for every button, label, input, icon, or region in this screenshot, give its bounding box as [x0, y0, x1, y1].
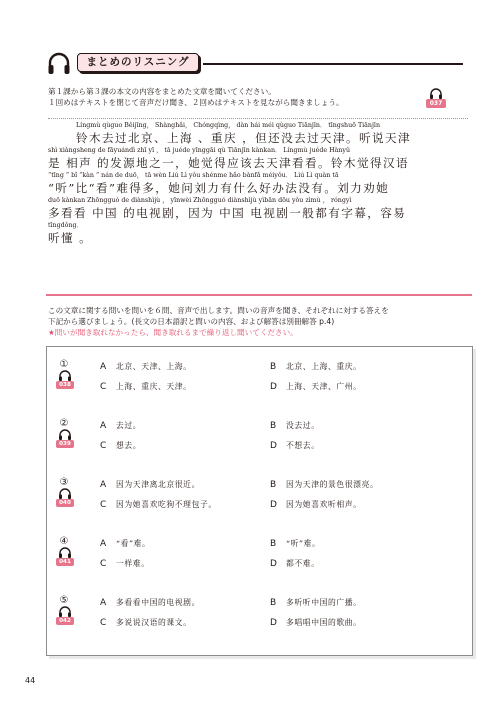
option-text: 因为她喜欢听相声。: [286, 500, 362, 509]
option-b[interactable]: [270, 361, 362, 372]
dotted-divider: [48, 118, 468, 119]
option-d[interactable]: [270, 499, 362, 510]
option-text: “听”难。: [286, 539, 321, 548]
option-c[interactable]: [100, 499, 217, 510]
headphone-icon: [429, 88, 443, 99]
headphone-icon: [58, 606, 72, 617]
hanzi-line: 听懂 。: [48, 231, 93, 245]
option-a[interactable]: [100, 479, 200, 490]
option-text: 上海、重庆、天津。: [116, 382, 192, 391]
question-item: [57, 418, 467, 468]
option-a[interactable]: [100, 597, 200, 608]
option-c[interactable]: [100, 558, 150, 569]
option-text: 因为她喜欢吃狗不理包子。: [116, 500, 217, 509]
option-text: 多听听中国的广播。: [286, 598, 362, 607]
option-text: 上海、天津、广州。: [286, 382, 362, 391]
track-number: 038: [56, 381, 74, 389]
pinyin-line: “tīng ” bǐ “kàn ” nán de duō， tā wèn Liú Lì yǒu shénme hǎo bànfǎ méiyǒu． Liú Lì quàn tā: [48, 172, 339, 179]
option-text: 因为天津离北京很近。: [116, 480, 200, 489]
option-a[interactable]: [100, 361, 192, 372]
track-badge[interactable]: [56, 370, 74, 392]
track-badge[interactable]: [426, 88, 446, 112]
option-letter: D: [270, 382, 277, 392]
passage: [48, 121, 478, 246]
option-b[interactable]: [270, 479, 378, 490]
section-title: まとめのリスニング: [77, 53, 199, 72]
track-number: 041: [56, 558, 74, 566]
option-text: 去过。: [116, 421, 142, 430]
option-text: 想去。: [116, 441, 142, 450]
option-letter: B: [270, 362, 277, 372]
question-item: [57, 477, 467, 527]
option-b[interactable]: [270, 538, 320, 549]
option-letter: D: [270, 441, 277, 451]
question-number: ④: [59, 536, 69, 547]
option-a[interactable]: [100, 420, 141, 431]
option-letter: D: [270, 618, 277, 628]
headphone-icon: [58, 488, 72, 499]
option-d[interactable]: [270, 617, 362, 628]
track-number: 037: [426, 99, 446, 108]
section-header: [47, 51, 467, 81]
option-text: 没去过。: [286, 421, 320, 430]
option-letter: B: [270, 480, 277, 490]
track-number: 040: [56, 499, 74, 507]
question-item: [57, 359, 467, 409]
option-b[interactable]: [270, 597, 362, 608]
option-letter: C: [100, 559, 107, 569]
headphone-icon: [58, 429, 72, 440]
question-item: [57, 595, 467, 645]
option-text: 北京、天津、上海。: [116, 362, 192, 371]
option-letter: C: [100, 500, 107, 510]
question-number: ⑤: [59, 595, 69, 606]
question-item: [57, 536, 467, 586]
question-number: ③: [59, 477, 69, 488]
option-a[interactable]: [100, 538, 150, 549]
option-text: 北京、上海、重庆。: [286, 362, 362, 371]
hanzi-line: “听”比“看”难得多，她问刘力有什么好办法没有。刘力劝她: [48, 181, 390, 195]
pinyin-line: Língmù qùguo Běijīng， Shànghǎi， Chóngqìng， dàn hái méi qùguo Tiānjīn． tīngshuō Tiānjīn: [76, 122, 381, 129]
option-text: 多说说汉语的课文。: [116, 618, 192, 627]
question-number: ②: [59, 418, 69, 429]
option-letter: A: [100, 362, 107, 372]
question-instruction-1: この文章に関する問いを問いを６問、音声で出します。問いの音声を聞き、それぞれに対する答えを: [48, 306, 389, 315]
page-number: 44: [25, 676, 36, 685]
option-letter: C: [100, 618, 107, 628]
section-divider: [46, 294, 472, 296]
option-letter: B: [270, 539, 277, 549]
option-d[interactable]: [270, 440, 320, 451]
instruction-line-2: １回めはテキストを閉じて音声だけ聞き、２回めはテキストを見ながら聞きましょう。: [48, 98, 344, 107]
hanzi-line: 是 相声 的发源地之一，她觉得应该去天津看看。铃木觉得汉语: [48, 156, 410, 170]
option-letter: B: [270, 598, 277, 608]
track-badge[interactable]: [56, 547, 74, 569]
option-letter: A: [100, 421, 107, 431]
hanzi-line: 铃木去过北京、上海 、重庆 ，但还没去过天津。听说天津: [76, 131, 412, 145]
option-text: 多看看中国的电视剧。: [116, 598, 200, 607]
track-badge[interactable]: [56, 606, 74, 628]
headphone-icon: [58, 370, 72, 381]
option-text: 一样难。: [116, 559, 150, 568]
option-c[interactable]: [100, 381, 192, 392]
option-letter: C: [100, 382, 107, 392]
option-text: “看”难。: [116, 539, 151, 548]
option-b[interactable]: [270, 420, 320, 431]
option-d[interactable]: [270, 558, 320, 569]
option-text: 多唱唱中国的歌曲。: [286, 618, 362, 627]
question-number: ①: [59, 359, 69, 370]
option-letter: A: [100, 480, 107, 490]
option-letter: C: [100, 441, 107, 451]
pinyin-line: shì xiàngsheng de fāyuándì zhī yī ， tā juéde yīnggāi qù Tiānjīn kànkan． Língmù juéde Hànyǔ: [48, 147, 351, 154]
option-letter: B: [270, 421, 277, 431]
headphone-icon: [58, 547, 72, 558]
pinyin-line: tīngdǒng．: [48, 222, 83, 229]
option-letter: A: [100, 539, 107, 549]
option-letter: D: [270, 559, 277, 569]
hanzi-line: 多看看 中国 的电视剧，因为 中国 电视剧一般都有字幕，容易: [48, 206, 407, 220]
track-number: 039: [56, 440, 74, 448]
instruction-line-1: 第１課から第３課の本文の内容をまとめた文章を聞いてください。: [48, 87, 276, 96]
question-box: [46, 346, 473, 656]
headphone-icon: [47, 51, 71, 77]
option-text: 不想去。: [286, 441, 320, 450]
option-c[interactable]: [100, 617, 192, 628]
option-c[interactable]: [100, 440, 141, 451]
title-rule: [203, 63, 463, 65]
track-number: 042: [56, 617, 74, 625]
option-text: 因为天津的景色很漂亮。: [286, 480, 379, 489]
option-d[interactable]: [270, 381, 362, 392]
track-badge[interactable]: [56, 488, 74, 510]
option-letter: A: [100, 598, 107, 608]
option-text: 都不难。: [286, 559, 320, 568]
question-instruction-note: ★問いが聞き取れなかったら、聞き取れるまで繰り返し聞いてください。: [48, 328, 298, 337]
question-instruction-2: 下記から選びましょう。(長文の日本語訳と問いの内容、および解答は別冊解答 p.4): [48, 317, 335, 326]
pinyin-line: duō kànkan Zhōngguó de diànshìjù ， yīnwèi Zhōngguó diànshìjù yìbān dōu yǒu zìmù ， róngyì: [48, 197, 352, 204]
track-badge[interactable]: [56, 429, 74, 451]
option-letter: D: [270, 500, 277, 510]
